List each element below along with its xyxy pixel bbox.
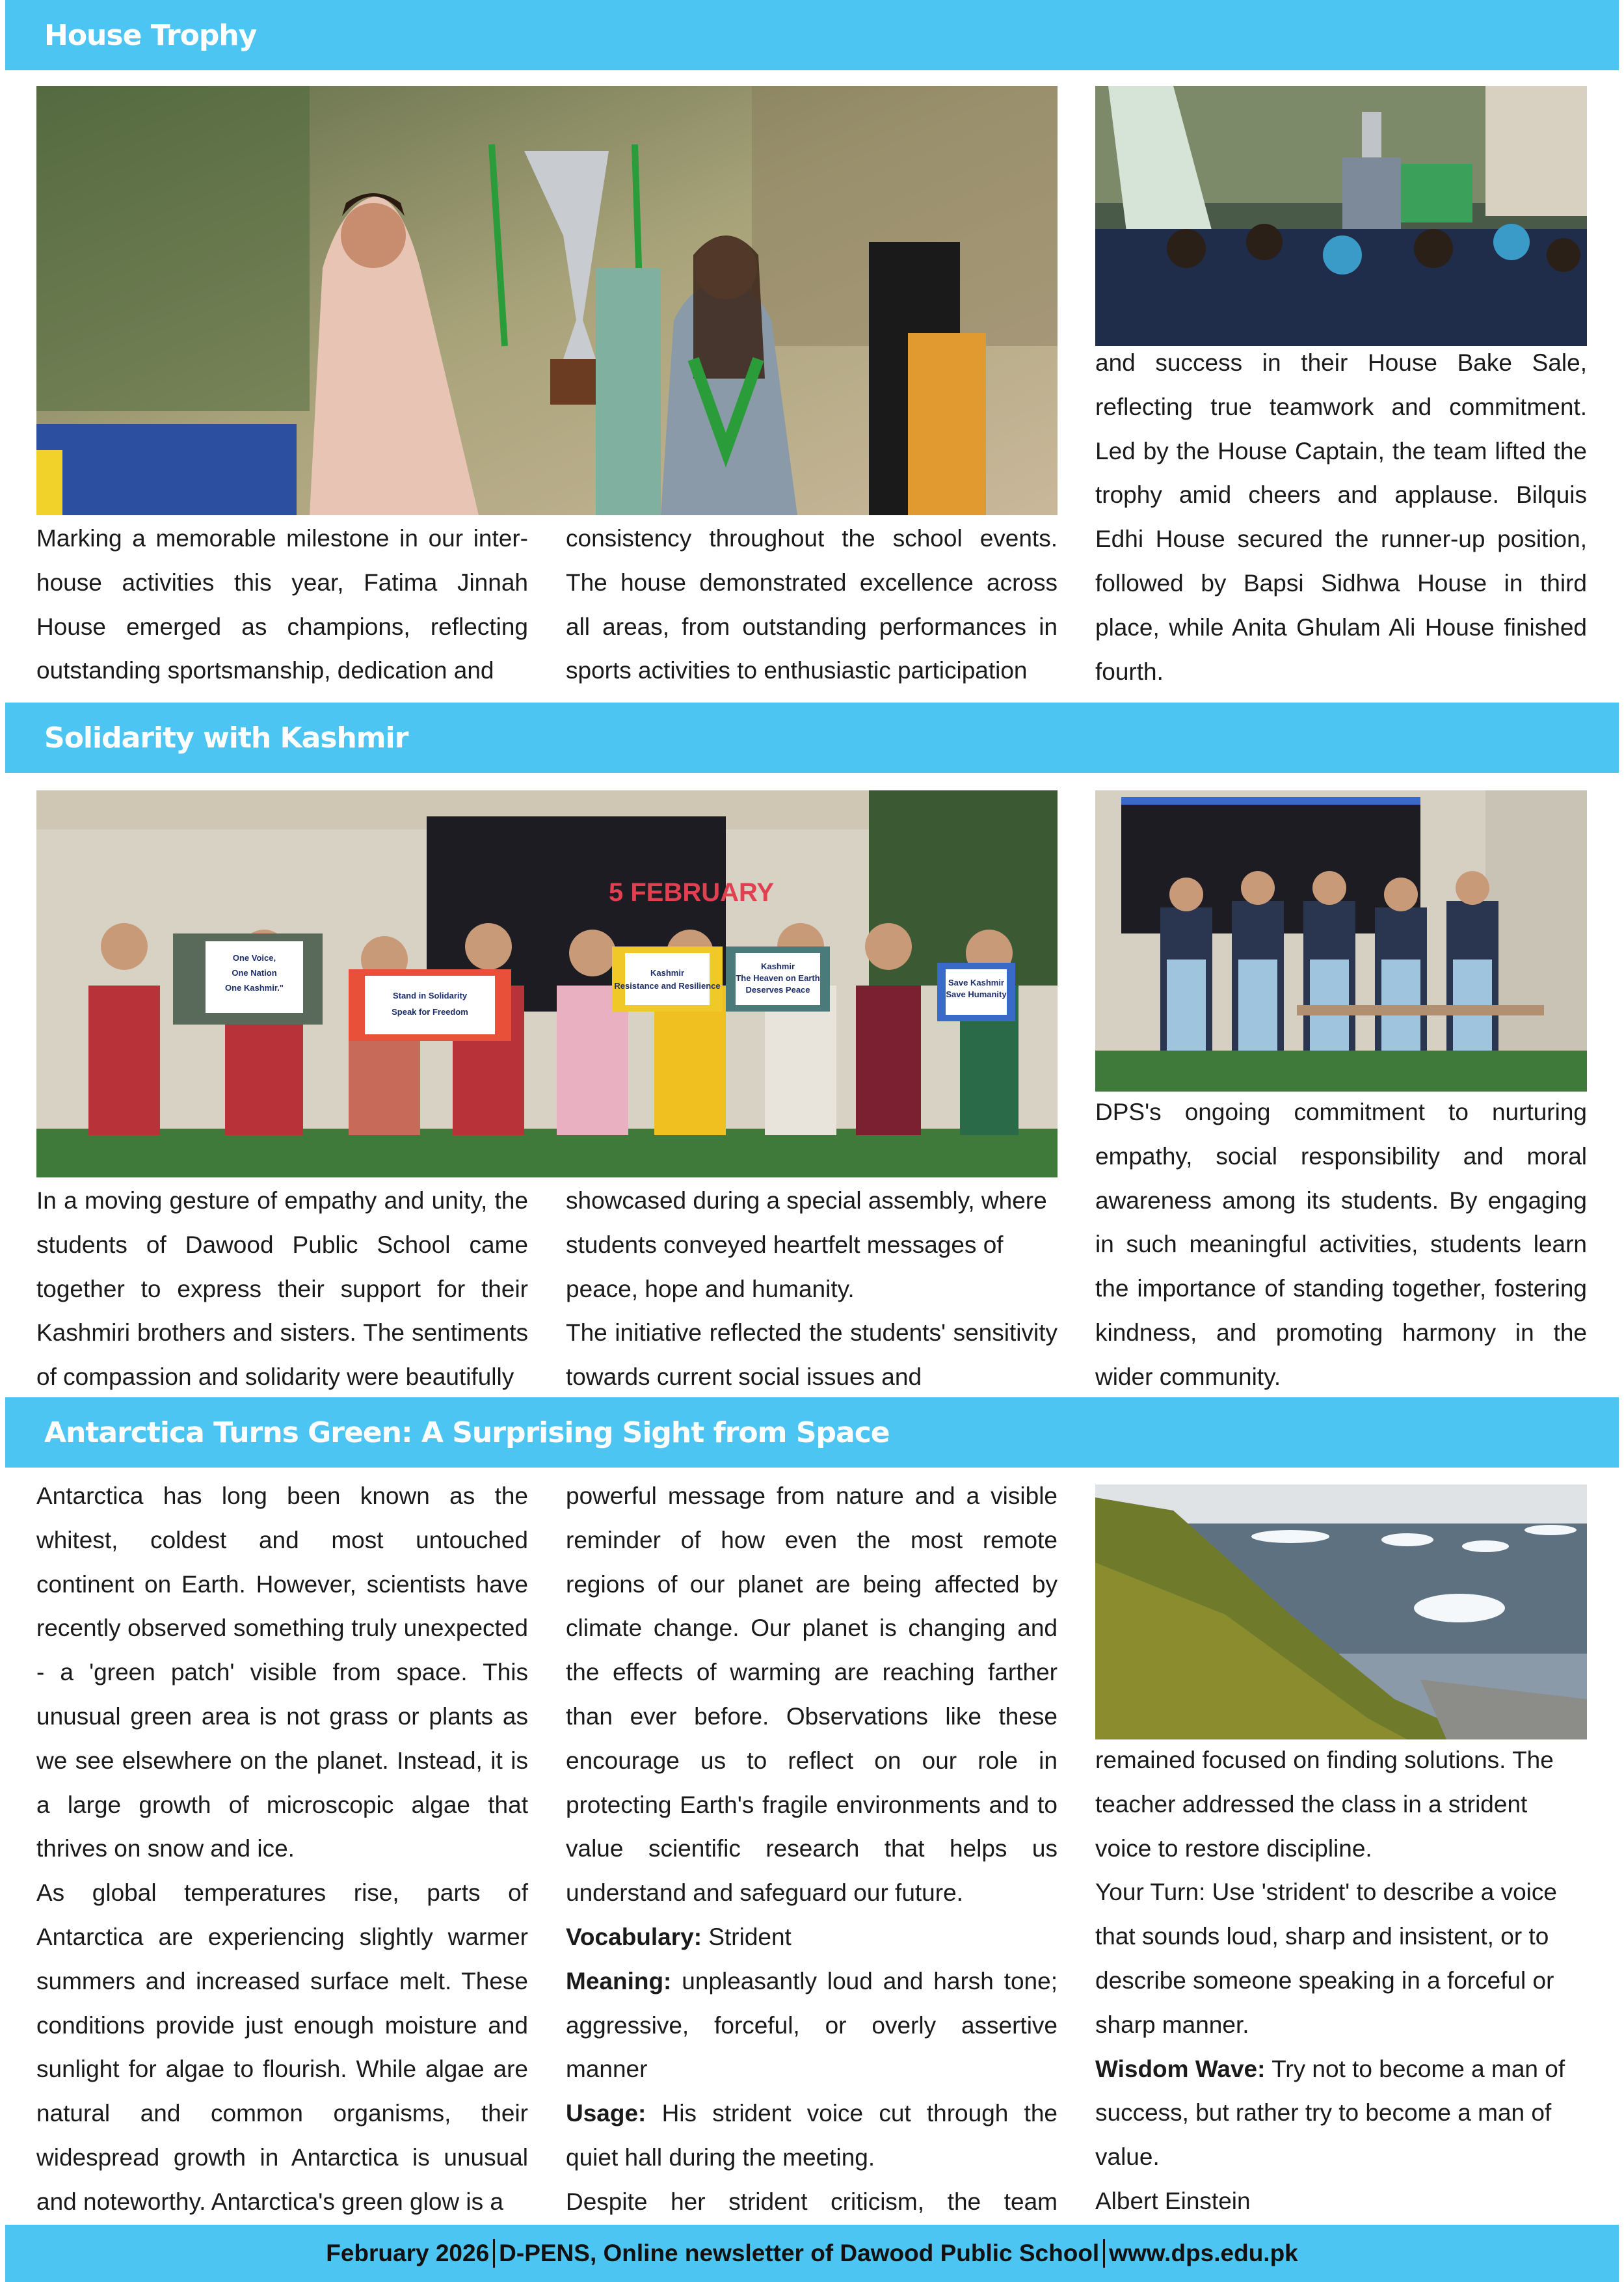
section-header-kashmir bbox=[5, 703, 1619, 773]
footer-newsletter-name: D-PENS, Online newsletter of Dawood Public School bbox=[499, 2240, 1100, 2266]
section-header-antarctica bbox=[5, 1397, 1619, 1468]
placard-text: One Voice, bbox=[232, 953, 276, 963]
placard-text: Speak for Freedom bbox=[392, 1007, 468, 1017]
antarctica-green-algae-photo bbox=[1095, 1484, 1587, 1739]
placard-text: Deserves Peace bbox=[745, 985, 810, 995]
meaning-label: Meaning: bbox=[566, 1967, 672, 1994]
article-text: powerful message from nature and a visible reminder of how even the most remote regions of our planet are being affected by climate change. Our planet is changing and the effects of warming are reaching farther than ever before. Observations like these encourage us to reflect on our role in protecting Earth's fragile environments and to value scientific research that helps us understand and safeguard our future. bbox=[566, 1483, 1058, 1907]
article-text: consistency throughout the school events. The house demonstrated excellence across all areas, from outstanding performances in sports activities to enthusiastic participation bbox=[566, 525, 1058, 684]
placard-text: Resistance and Resilience bbox=[614, 981, 721, 991]
kashmir-assembly-photo bbox=[36, 790, 1058, 1177]
article-text: The initiative reflected the students' sensitivity towards current social issues and bbox=[566, 1319, 1058, 1391]
footer-website-link[interactable]: www.dps.edu.pk bbox=[1109, 2240, 1298, 2266]
house-trophy-column-3 bbox=[1095, 341, 1587, 693]
section-header-house-trophy bbox=[5, 0, 1619, 70]
house-trophy-column-2 bbox=[566, 517, 1058, 693]
placard-text: Save Humanity bbox=[946, 989, 1007, 999]
house-trophy-column-1 bbox=[36, 517, 528, 693]
vocabulary-label: Vocabulary: bbox=[566, 1923, 702, 1950]
placard-text: Save Kashmir bbox=[948, 978, 1004, 987]
trophy-presentation-photo bbox=[36, 86, 1058, 515]
section-title: Antarctica Turns Green: A Surprising Sight from Space bbox=[44, 1416, 890, 1449]
vocabulary-line bbox=[566, 1915, 1058, 1959]
placard-text: One Nation bbox=[232, 968, 277, 978]
usage-example: Despite her strident criticism, the team bbox=[566, 2188, 1058, 2215]
wisdom-wave-label: Wisdom Wave: bbox=[1095, 2055, 1266, 2082]
footer-date: February 2026 bbox=[326, 2240, 490, 2266]
article-text: showcased during a special assembly, where students conveyed heartfelt messages of peace, hope and humanity. bbox=[566, 1187, 1047, 1302]
footer-divider bbox=[493, 2239, 495, 2268]
antarctica-column-3 bbox=[1095, 1738, 1587, 2223]
wisdom-wave-quote: Try not to become a man of success, but rather try to become a man of value. bbox=[1095, 2055, 1565, 2171]
placard-text: Kashmir bbox=[760, 961, 795, 971]
your-turn-text: Your Turn: Use 'strident' to describe a voice that sounds loud, sharp and insistent, or to describe someone speaking in a forceful or sharp manner. bbox=[1095, 1879, 1557, 2038]
article-text: Antarctica has long been known as the whitest, coldest and most untouched continent on Earth. However, scientists have recently observed something truly unexpected - a 'green patch' visible from space. This unusual green area is not grass or plants as we see elsewhere on the planet. Instead, it is a large growth of microscopic algae that thrives on snow and ice. bbox=[36, 1483, 528, 1862]
section-title: Solidarity with Kashmir bbox=[44, 721, 408, 755]
kashmir-column-1 bbox=[36, 1179, 528, 1399]
kashmir-students-speech-photo bbox=[1095, 790, 1587, 1092]
placard-text: The Heaven on Earth bbox=[736, 973, 820, 983]
article-text: remained focused on finding solutions. The teacher addressed the class in a strident voice to restore discipline. bbox=[1095, 1747, 1554, 1862]
antarctica-column-1 bbox=[36, 1474, 528, 2224]
footer-divider bbox=[1103, 2239, 1105, 2268]
newsletter-footer bbox=[5, 2225, 1619, 2282]
article-text: DPS's ongoing commitment to nurturing empathy, social responsibility and moral awareness among its students. By engaging in such meaningful activities, students learn the importance of standing together, fostering kindness, and promoting harmony in the wider community. bbox=[1095, 1099, 1587, 1390]
article-text: and success in their House Bake Sale, reflecting true teamwork and commitment. Led by the House Captain, the team lifted the trophy amid cheers and applause. Bilquis Edhi House secured the runner-up position, followed by Bapsi Sidhwa House in third place, while Anita Ghulam Ali House finished fourth. bbox=[1095, 349, 1587, 685]
placard-text: Stand in Solidarity bbox=[392, 991, 468, 1000]
placard-text: One Kashmir." bbox=[225, 983, 284, 993]
usage-value: His strident voice cut through the quiet hall during the meeting. bbox=[566, 2100, 1058, 2171]
banner-text: 5 FEBRUARY bbox=[609, 878, 775, 907]
section-title: House Trophy bbox=[44, 18, 257, 52]
article-text: Marking a memorable milestone in our inter-house activities this year, Fatima Jinnah House emerged as champions, reflecting outstanding sportsmanship, dedication and bbox=[36, 525, 528, 684]
usage-line bbox=[566, 2091, 1058, 2180]
vocabulary-value: Strident bbox=[702, 1923, 792, 1950]
antarctica-column-2 bbox=[566, 1474, 1058, 2224]
quote-author: Albert Einstein bbox=[1095, 2187, 1251, 2214]
usage-label: Usage: bbox=[566, 2100, 646, 2127]
placard-text: Kashmir bbox=[650, 968, 685, 978]
meaning-line bbox=[566, 1959, 1058, 2091]
article-text: As global temperatures rise, parts of Antarctica are experiencing slightly warmer summers and increased surface melt. These conditions provide just enough moisture and sunlight for algae to flourish. While algae are natural and common organisms, their widespread growth in Antarctica is unusual and noteworthy. Antarctica's green glow is a bbox=[36, 1879, 528, 2215]
kashmir-column-2 bbox=[566, 1179, 1058, 1399]
kashmir-column-3 bbox=[1095, 1090, 1587, 1399]
wisdom-wave-line bbox=[1095, 2047, 1587, 2179]
meaning-value: unpleasantly loud and harsh tone; aggressive, forceful, or overly assertive manner bbox=[566, 1967, 1058, 2083]
article-text: In a moving gesture of empathy and unity, the students of Dawood Public School came together to express their support for their Kashmiri brothers and sisters. The sentiments of compassion and solidarity were beautifully bbox=[36, 1187, 528, 1391]
house-celebration-photo bbox=[1095, 86, 1587, 346]
